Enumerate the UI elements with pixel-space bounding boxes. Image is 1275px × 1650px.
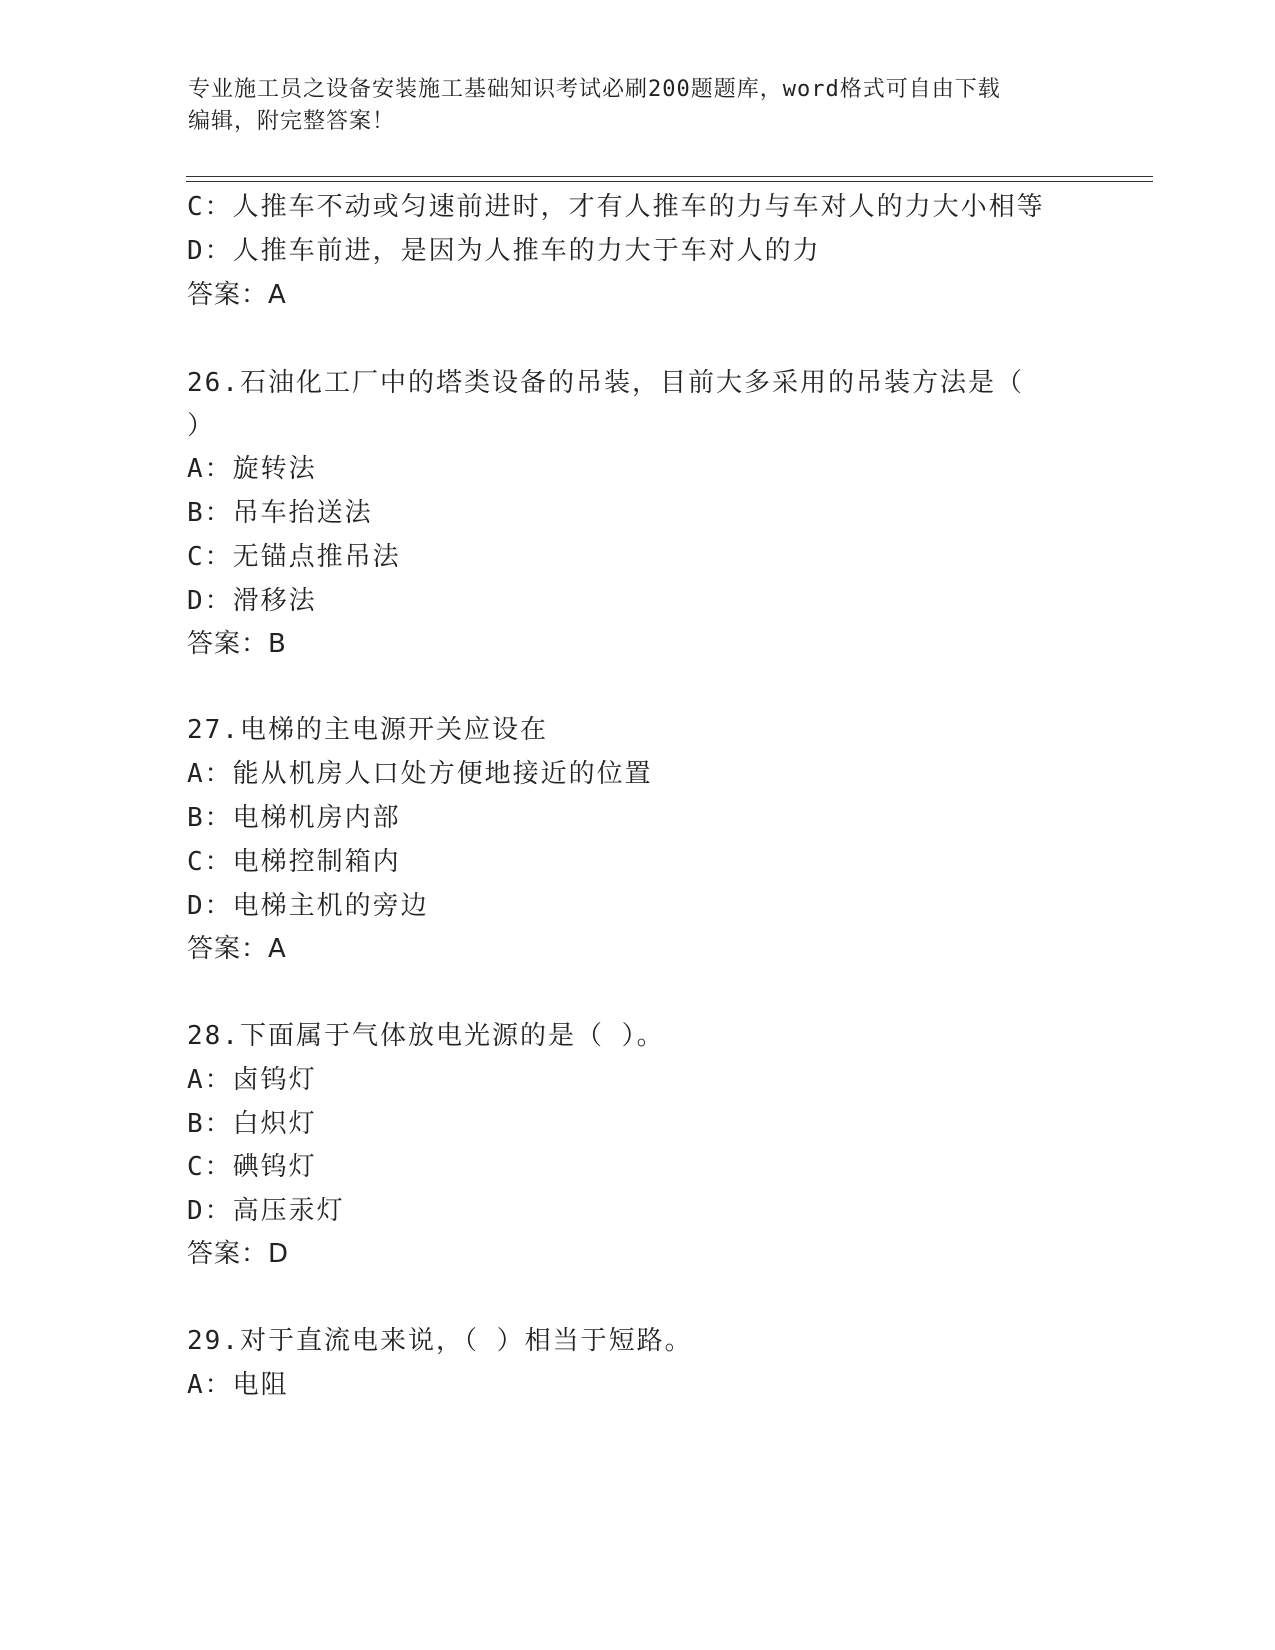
q27-option-c: C：电梯控制箱内 (187, 847, 401, 877)
q29-stem: 29.对于直流电来说，（ ）相当于短路。 (187, 1326, 693, 1356)
prev-option-c: C：人推车不动或匀速前进时，才有人推车的力与车对人的力大小相等 (187, 192, 1045, 222)
q26-option-a: A：旋转法 (187, 454, 317, 484)
q26-answer: 答案：B (187, 629, 287, 659)
header-divider-top (186, 176, 1153, 177)
q27-option-a: A：能从机房人口处方便地接近的位置 (187, 759, 653, 789)
q29-option-a: A：电阻 (187, 1370, 289, 1400)
header-line-2: 编辑，附完整答案！ (188, 109, 396, 134)
q27-stem: 27.电梯的主电源开关应设在 (187, 715, 548, 745)
q28-option-a: A：卤钨灯 (187, 1065, 317, 1095)
q28-stem: 28.下面属于气体放电光源的是（ ）。 (187, 1021, 665, 1051)
prev-answer: 答案：A (187, 280, 287, 310)
document-header (188, 74, 1088, 138)
q28-option-c: C：碘钨灯 (187, 1152, 317, 1182)
q27-option-b: B：电梯机房内部 (187, 803, 401, 833)
prev-option-d: D：人推车前进，是因为人推车的力大于车对人的力 (187, 236, 821, 266)
q28-answer: 答案：D (187, 1239, 290, 1269)
q26-stem: 26.石油化工厂中的塔类设备的吊装，目前大多采用的吊装方法是（ (187, 368, 1024, 398)
header-divider-bottom (186, 181, 1153, 182)
q26-option-c: C：无锚点推吊法 (187, 542, 401, 572)
q26-stem-cont: ） (187, 411, 216, 441)
q27-answer: 答案：A (187, 934, 287, 964)
q26-option-b: B：吊车抬送法 (187, 498, 373, 528)
header-line-1: 专业施工员之设备安装施工基础知识考试必刷200题题库，word格式可自由下载 (188, 77, 1001, 102)
q28-option-b: B：白炽灯 (187, 1109, 317, 1139)
q27-option-d: D：电梯主机的旁边 (187, 891, 429, 921)
q26-option-d: D：滑移法 (187, 586, 317, 616)
q28-option-d: D：高压汞灯 (187, 1196, 345, 1226)
